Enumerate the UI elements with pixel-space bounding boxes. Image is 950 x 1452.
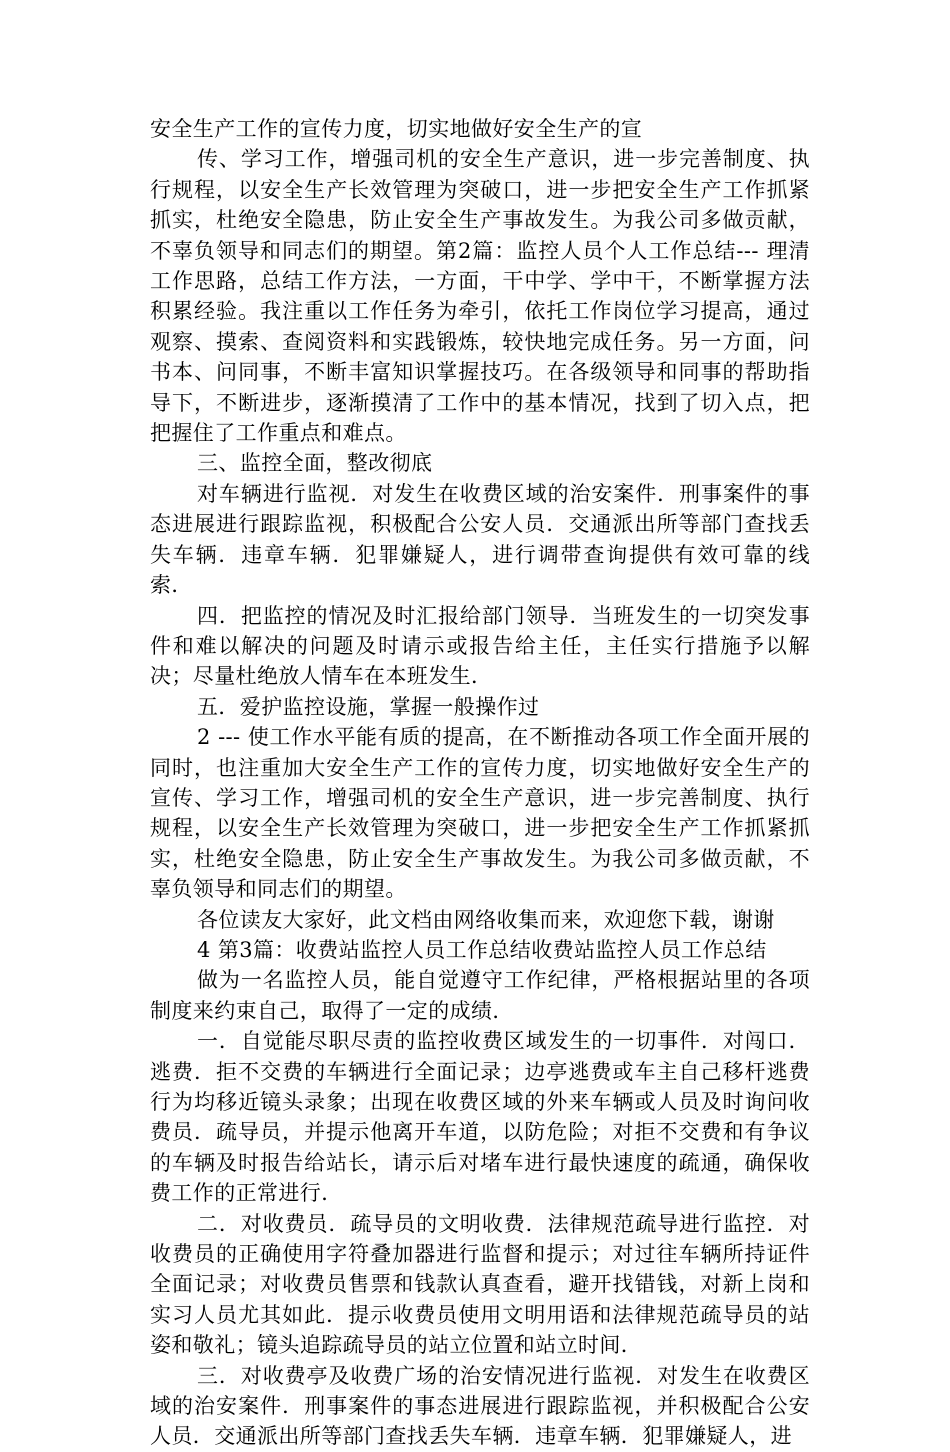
- paragraph-12: 二．对收费员．疏导员的文明收费．法律规范疏导进行监控．对收费员的正确使用字符叠加器进行监督和提示；对过往车辆所持证件全面记录；对收费员售票和钱款认真查看，避开找错钱，对新上岗和实习人员尤其如此．提示收费员使用文明用语和法律规范疏导员的站姿和敬礼；镜头追踪疏导员的站立位置和站立时间．: [150, 1211, 810, 1358]
- paragraph-4: 对车辆进行监视．对发生在收费区域的治安案件．刑事案件的事态进展进行跟踪监视，积极配合公安人员．交通派出所等部门查找丢失车辆．违章车辆．犯罪嫌疑人，进行调带查询提供有效可靠的线索．: [150, 481, 810, 598]
- paragraph-9: 4 第3篇：收费站监控人员工作总结收费站监控人员工作总结: [197, 937, 767, 962]
- paragraph-2: 传、学习工作，增强司机的安全生产意识，进一步完善制度、执行规程，以安全生产长效管理为突破口，进一步把安全生产工作抓紧抓实，杜绝安全隐患，防止安全生产事故发生。为我公司多做贡献，不辜负领导和同志们的期望。第2篇：监控人员个人工作总结--- 理清工作思路，总结工作方法，一方面，干中学、学中干，不断掌握方法积累经验。我注重以工作任务为牵引，依托工作岗位学习提高，通过观察、摸索、查阅资料和实践锻炼，较快地完成任务。另一方面，问书本、问同事，不断丰富知识掌握技巧。在各级领导和同事的帮助指导下，不断进步，逐渐摸清了工作中的基本情况，找到了切入点，把把握住了工作重点和难点。: [150, 147, 810, 446]
- paragraph-5: 四．把监控的情况及时汇报给部门领导．当班发生的一切突发事件和难以解决的问题及时请示或报告给主任，主任实行措施予以解决；尽量杜绝放人情车在本班发生．: [150, 603, 810, 689]
- paragraph-13: 三．对收费亭及收费广场的治安情况进行监视．对发生在收费区域的治安案件．刑事案件的事态进展进行跟踪监视，并积极配合公安人员．交通派出所等部门查找丢失车辆．违章车辆．犯罪嫌疑人，进: [150, 1363, 810, 1449]
- section-heading-6: 五．爱护监控设施，掌握一般操作过: [197, 694, 540, 719]
- paragraph-8: 各位读友大家好，此文档由网络收集而来，欢迎您下载，谢谢: [197, 907, 775, 932]
- section-heading-3: 三、监控全面，整改彻底: [197, 451, 433, 476]
- paragraph-7: 2 --- 使工作水平能有质的提高，在不断推动各项工作全面开展的同时，也注重加大安全生产工作的宣传力度，切实地做好安全生产的宣传、学习工作，增强司机的安全生产意识，进一步完善制度、执行规程，以安全生产长效管理为突破口，进一步把安全生产工作抓紧抓实，杜绝安全隐患，防止安全生产事故发生。为我公司多做贡献，不辜负领导和同志们的期望。: [150, 725, 810, 902]
- paragraph-10: 做为一名监控人员，能自觉遵守工作纪律，严格根据站里的各项制度来约束自己，取得了一定的成绩．: [150, 968, 810, 1023]
- document-body: [150, 114, 810, 1452]
- paragraph-1: 安全生产工作的宣传力度，切实地做好安全生产的宣: [150, 117, 643, 141]
- paragraph-11: 一．自觉能尽职尽责的监控收费区域发生的一切事件．对闯口．逃费．拒不交费的车辆进行全面记录；边亭逃费或车主自己移杆逃费行为均移近镜头录象；出现在收费区域的外来车辆或人员及时询问收费员．疏导员，并提示他离开车道，以防危险；对拒不交费和有争议的车辆及时报告给站长，请示后对堵车进行最快速度的疏通，确保收费工作的正常进行．: [150, 1029, 810, 1206]
